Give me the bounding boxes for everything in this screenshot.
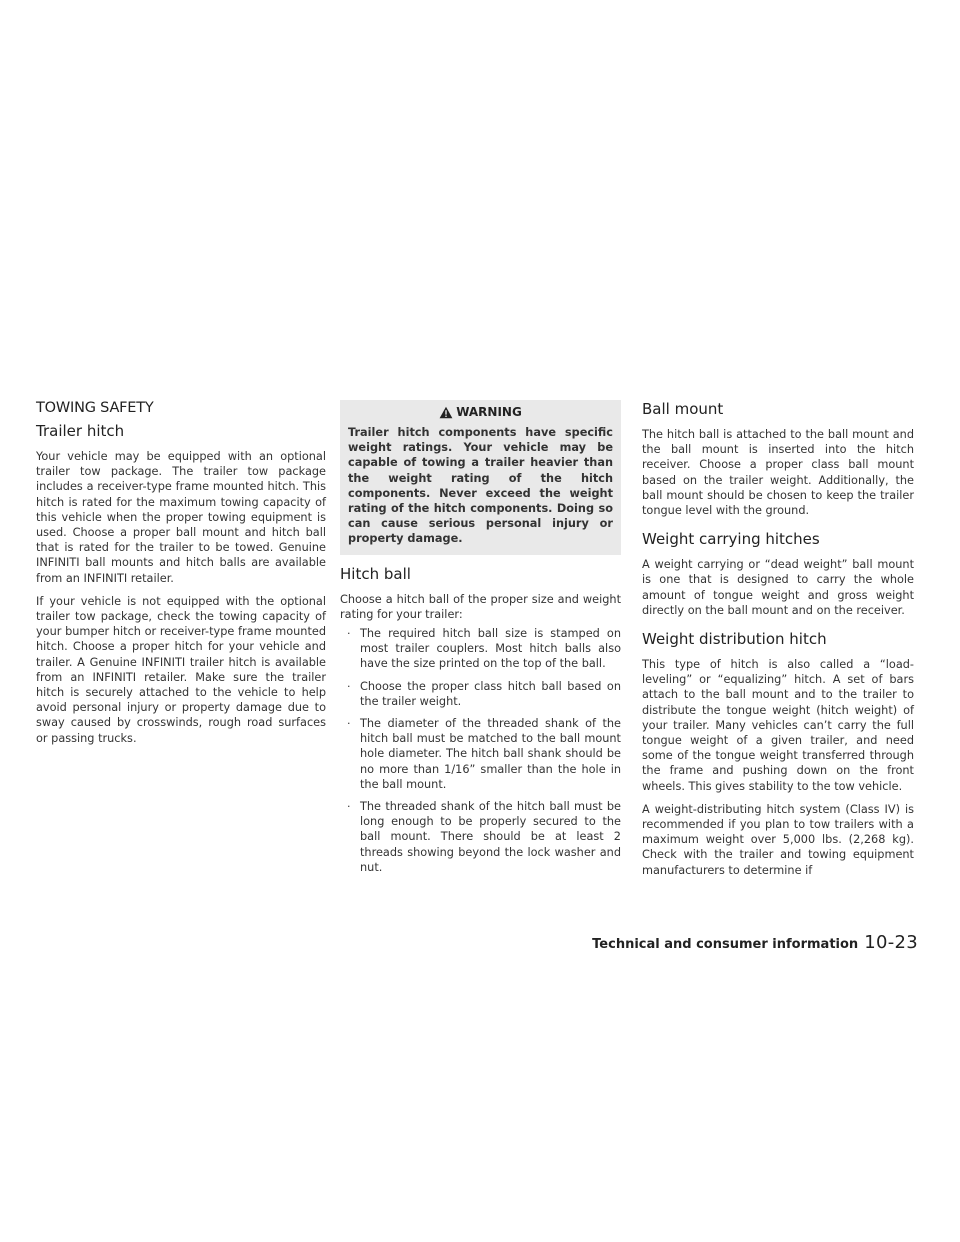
list-item: · The required hitch ball size is stamped on most trailer couplers. Most hitch balls also have the size printed on the top of the ball.	[347, 627, 621, 671]
list-item: · The threaded shank of the hitch ball must be long enough to be properly secured to the ball mount. There should be at least 2 threads showing beyond the lock washer and nut.	[347, 800, 621, 874]
bullet-mark: ·	[347, 627, 351, 641]
page-footer	[590, 932, 918, 953]
warning-header	[348, 400, 613, 422]
paragraph: Choose a hitch ball of the proper size and weight rating for your trailer:	[340, 592, 621, 621]
list-item: · Choose the proper class hitch ball based on the trailer weight.	[347, 679, 621, 708]
footer-section-title: Technical and consumer information	[592, 937, 859, 952]
paragraph: This type of hitch is also called a “load-leveling” or “equalizing” hitch. A set of bars attach to the ball mount and to the trailer to distribute the tongue weight (hitch weight) of your trailer. Many vehicles can’t carry the full tongue weight of a given trailer, and need some of the tongue weight transferred through the frame and pushing down on the front wheels. This gives stability to the tow vehicle.	[642, 658, 914, 793]
bullet-mark: ·	[347, 717, 351, 731]
section-title: TOWING SAFETY	[36, 400, 154, 416]
bullet-list	[340, 626, 621, 875]
bullet-mark: ·	[347, 679, 351, 693]
paragraph: If your vehicle is not equipped with the optional trailer tow package, check the towing capacity of your bumper hitch or receiver-type frame mounted hitch. Choose a proper hitch for your vehicle and trailer. A Genuine INFINITI trailer hitch is available from an INFINITI retailer. Make sure the trailer hitch is securely attached to the vehicle to help avoid personal injury or property damage due to sway caused by crosswinds, rough road surfaces or passing trucks.	[36, 594, 326, 745]
warning-icon	[439, 406, 453, 419]
page-number: 10-23	[864, 932, 918, 953]
warning-text: Trailer hitch components have specific weight ratings. Your vehicle may be capable of towing a trailer heavier than the weight rating of the hitch components. Never exceed the weight rating of the hitch components. Doing so can cause serious personal injury or property damage.	[348, 426, 613, 546]
warning-box	[340, 400, 621, 555]
paragraph: The hitch ball is attached to the ball mount and the ball mount is inserted into the hitch receiver. Choose a proper class ball mount based on the trailer weight. Additionally, the ball mount should be chosen to keep the trailer tongue level with the ground.	[642, 428, 914, 518]
column-3	[642, 400, 914, 886]
column-2	[340, 400, 621, 882]
list-item: · The diameter of the threaded shank of the hitch ball must be matched to the ball mount hole diameter. The hitch ball shank should be no more than 1/16” smaller than the hole in the ball mount.	[347, 717, 621, 791]
heading-trailer-hitch: Trailer hitch	[36, 422, 125, 440]
bullet-mark: ·	[347, 800, 351, 814]
column-1	[36, 400, 326, 754]
paragraph: A weight-distributing hitch system (Class IV) is recommended if you plan to tow trailers with a maximum weight over 5,000 lbs. (2,268 kg). Check with the trailer and towing equipment manufacturers to determine if	[642, 802, 914, 877]
heading-weight-carrying-hitches: Weight carrying hitches	[642, 530, 820, 549]
heading-hitch-ball: Hitch ball	[340, 564, 411, 583]
heading-ball-mount: Ball mount	[642, 400, 724, 418]
heading-weight-distribution-hitch: Weight distribution hitch	[642, 630, 827, 649]
paragraph: A weight carrying or “dead weight” ball mount is one that is designed to carry the whole amount of tongue weight and gross weight directly on the ball mount and on the receiver.	[642, 558, 914, 617]
paragraph: Your vehicle may be equipped with an optional trailer tow package. The trailer tow package includes a receiver-type frame mounted hitch. This hitch is rated for the maximum towing capacity of this vehicle when the proper towing equipment is used. Choose a proper ball mount and hitch ball that is rated for the trailer to be towed. Genuine INFINITI ball mounts and hitch balls are available from an INFINITI retailer.	[36, 450, 326, 585]
warning-label: WARNING	[456, 405, 522, 419]
